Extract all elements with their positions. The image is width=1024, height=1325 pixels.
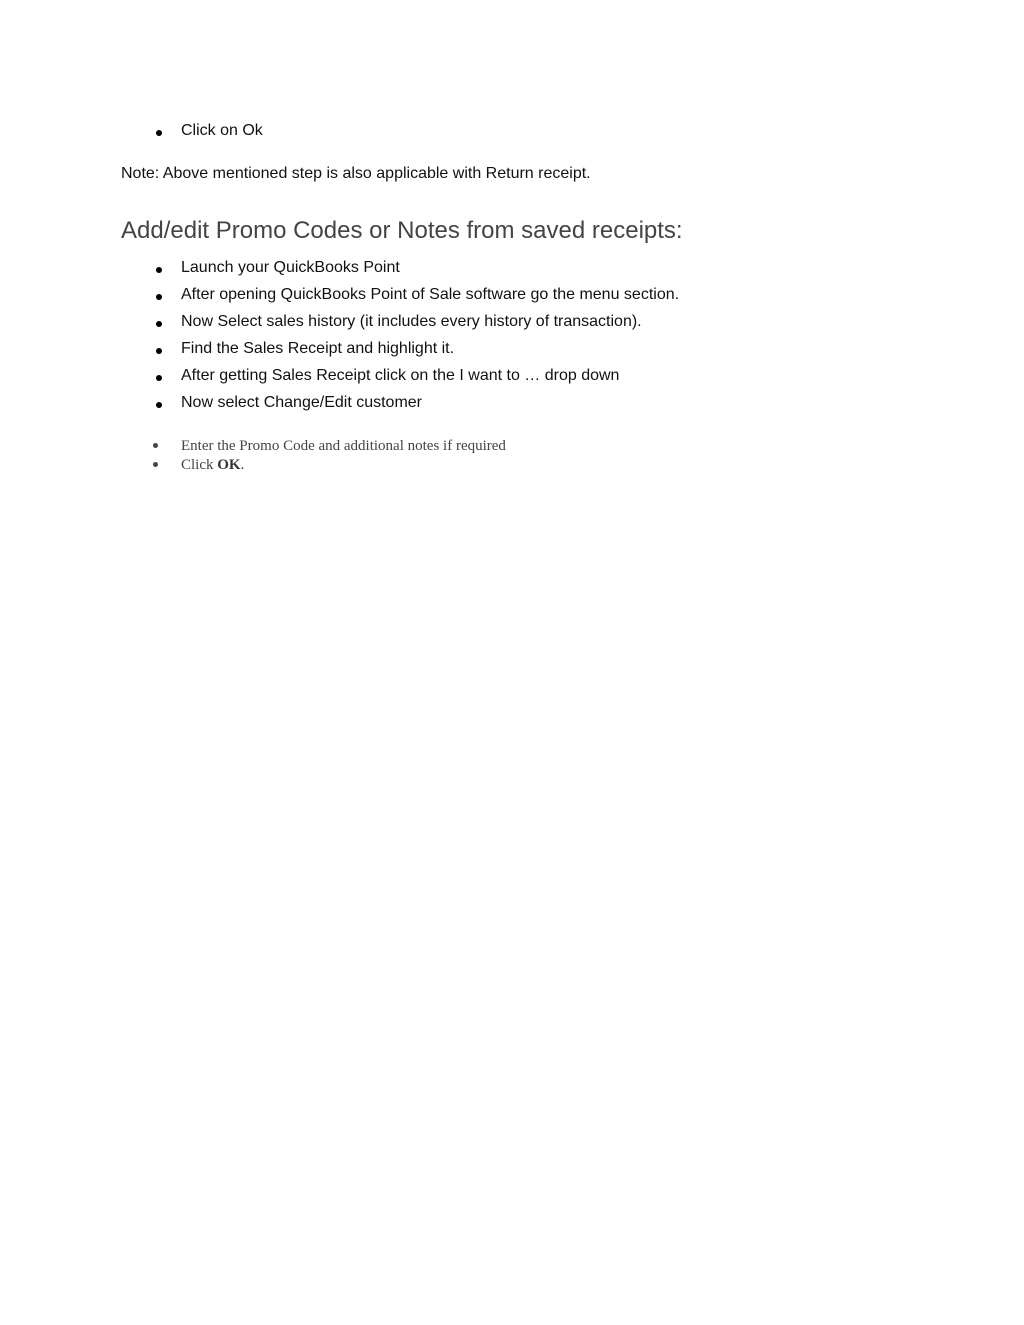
list-item-text: After getting Sales Receipt click on the I want to … drop down [181, 367, 620, 384]
bullet-icon [156, 267, 162, 273]
click-prefix: Click [181, 457, 218, 473]
list-item [0, 310, 1024, 337]
list-item [0, 391, 1024, 418]
list-item-text: Now select Change/Edit customer [181, 394, 422, 411]
section-heading: Add/edit Promo Codes or Notes from saved receipts: [121, 217, 683, 244]
list-item [0, 283, 1024, 310]
list-item [0, 256, 1024, 283]
click-suffix: . [240, 457, 245, 473]
list-item-text [181, 455, 244, 475]
list-item-text: Launch your QuickBooks Point [181, 259, 400, 276]
ok-bold-text: OK [217, 457, 241, 473]
list-item [0, 337, 1024, 364]
bullet-icon [153, 462, 158, 467]
list-item [0, 119, 1024, 146]
bullet-icon [156, 130, 162, 136]
list-item-text: Now Select sales history (it includes every history of transaction). [181, 313, 642, 330]
bullet-icon [156, 402, 162, 408]
bullet-icon [156, 321, 162, 327]
list-item-text: Click on Ok [181, 122, 263, 139]
list-item-text: After opening QuickBooks Point of Sale software go the menu section. [181, 286, 680, 303]
list-item [0, 364, 1024, 391]
note-paragraph: Note: Above mentioned step is also applicable with Return receipt. [121, 165, 591, 182]
bullet-icon [153, 443, 158, 448]
list-item-text: Find the Sales Receipt and highlight it. [181, 340, 455, 357]
bullet-icon [156, 294, 162, 300]
list-item [0, 455, 1024, 475]
bullet-icon [156, 375, 162, 381]
bullet-icon [156, 348, 162, 354]
list-item [0, 436, 1024, 456]
list-item-text: Enter the Promo Code and additional notes if required [181, 438, 506, 454]
